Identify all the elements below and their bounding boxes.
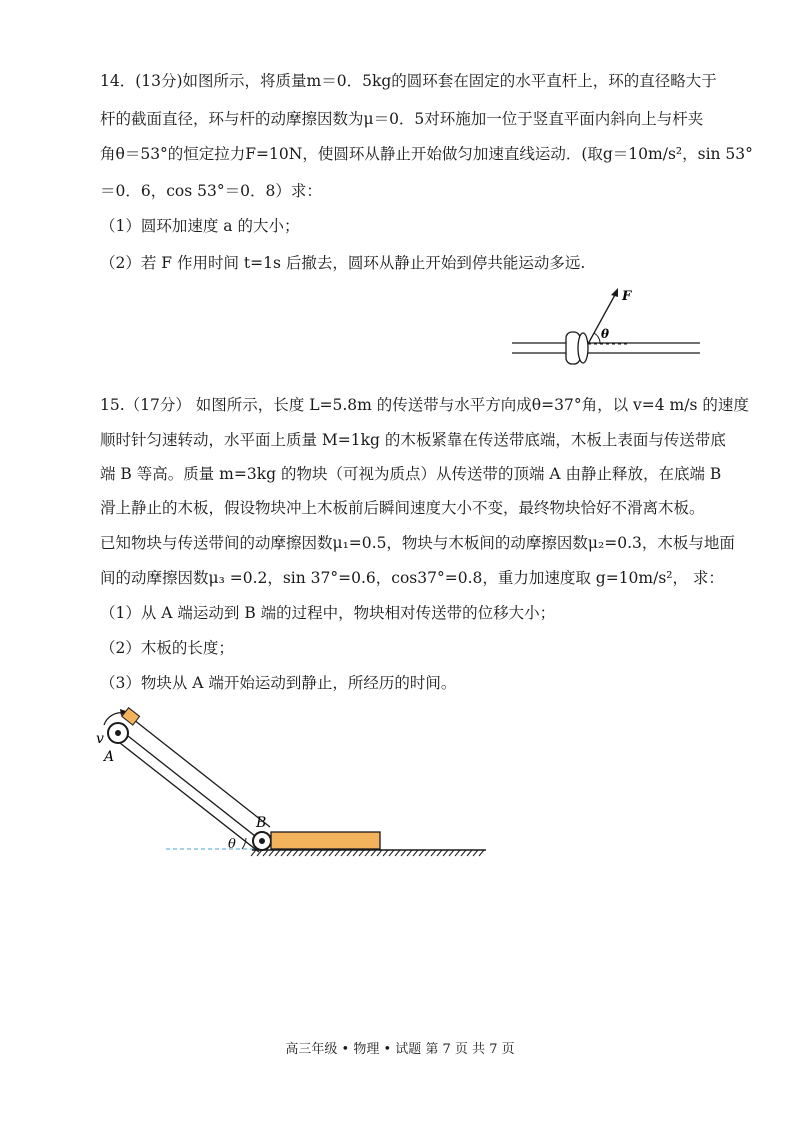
hatch-mark xyxy=(299,850,304,856)
q15-line-5: 已知物块与传送带间的动摩擦因数μ₁=0.5，物块与木板间的动摩擦因数μ₂=0.3，木板与地面 xyxy=(100,534,735,552)
hatch-mark xyxy=(395,850,400,856)
hatch-mark xyxy=(275,850,280,856)
hatch-mark xyxy=(323,850,328,856)
hatch-mark xyxy=(449,850,454,856)
hatch-mark xyxy=(371,850,376,856)
q14-subq-2: （2）若 F 作用时间 t=1s 后撤去，圆环从静止开始到停共能运动多远. xyxy=(100,254,586,272)
label-theta: θ xyxy=(228,837,236,852)
hatch-mark xyxy=(419,850,424,856)
hatch-mark xyxy=(443,850,448,856)
hatch-mark xyxy=(425,850,430,856)
hatch-mark xyxy=(293,850,298,856)
q15-subq-2: （2）木板的长度； xyxy=(100,639,234,657)
q15-figure xyxy=(90,705,500,870)
belt-bottom-run xyxy=(120,743,259,852)
hatch-mark xyxy=(413,850,418,856)
hatch-mark xyxy=(473,850,478,856)
hatch-mark xyxy=(263,850,268,856)
ring-face xyxy=(578,333,588,363)
plank xyxy=(271,832,380,849)
q15-subq-3: （3）物块从 A 端开始运动到静止，所经历的时间。 xyxy=(100,674,457,692)
q14-subq-1: （1）圆环加速度 a 的大小； xyxy=(100,217,300,235)
hatch-mark xyxy=(383,850,388,856)
hatch-mark xyxy=(455,850,460,856)
hatch-mark xyxy=(389,850,394,856)
hatch-mark xyxy=(437,850,442,856)
q14-line-4: ＝0．6，cos 53°＝0．8）求： xyxy=(100,182,322,200)
hatch-mark xyxy=(401,850,406,856)
q15-subq-1: （1）从 A 端运动到 B 端的过程中，物块相对传送带的位移大小； xyxy=(100,604,556,622)
hatch-mark xyxy=(347,850,352,856)
hatch-mark xyxy=(431,850,436,856)
hatch-mark xyxy=(479,850,484,856)
q14-line-2: 杆的截面直径，环与杆的动摩擦因数为μ＝0．5对环施加一位于竖直平面内斜向上与杆夹 xyxy=(100,110,704,128)
q14-line-1: 14．(13分)如图所示，将质量m＝0．5kg的圆环套在固定的水平直杆上，环的直径略大于 xyxy=(100,72,717,90)
hatch-mark xyxy=(329,850,334,856)
bottom-pulley-axle xyxy=(259,838,265,844)
label-b: B xyxy=(256,815,267,831)
force-label: F xyxy=(622,289,632,304)
top-pulley-axle xyxy=(115,730,121,736)
hatch-mark xyxy=(269,850,274,856)
hatch-mark xyxy=(287,850,292,856)
label-v: v xyxy=(96,731,104,747)
hatch-mark xyxy=(341,850,346,856)
hatch-mark xyxy=(353,850,358,856)
hatch-mark xyxy=(365,850,370,856)
belt-upper-edge xyxy=(114,725,255,836)
hatch-mark xyxy=(311,850,316,856)
hatch-mark xyxy=(281,850,286,856)
q15-line-3: 端 B 等高。质量 m=3kg 的物块（可视为质点）从传送带的顶端 A 由静止释放，在底端 B xyxy=(100,465,722,483)
q15-line-1: 15.（17分） 如图所示，长度 L=5.8m 的传送带与水平方向成θ=37°角，以 v=4 m/s 的速度 xyxy=(100,396,749,414)
q15-line-6: 间的动摩擦因数μ₃ =0.2，sin 37°=0.6，cos37°=0.8，重力加速度取 g=10m/s²， 求： xyxy=(100,569,724,587)
hatch-mark xyxy=(461,850,466,856)
q15-line-4: 滑上静止的木板，假设物块冲上木板前后瞬间速度大小不变，最终物块恰好不滑离木板。 xyxy=(100,499,705,517)
hatch-mark xyxy=(377,850,382,856)
hatch-mark xyxy=(317,850,322,856)
hatch-mark xyxy=(335,850,340,856)
page-footer: 高三年级 • 物理 • 试题 第 7 页 共 7 页 xyxy=(285,1042,515,1057)
hatch-mark xyxy=(305,850,310,856)
belt-lower-edge xyxy=(129,716,270,827)
q15-line-2: 顺时针匀速转动，水平面上质量 M=1kg 的木板紧靠在传送带底端，木板上表面与传送带底 xyxy=(100,431,726,449)
angle-label: θ xyxy=(601,327,610,341)
hatch-mark xyxy=(251,850,256,856)
hatch-mark xyxy=(407,850,412,856)
ground-hatching xyxy=(251,850,484,856)
q14-line-3: 角θ＝53°的恒定拉力F=10N，使圆环从静止开始做匀加速直线运动．(取g＝10m/s²，sin 53° xyxy=(100,145,753,163)
hatch-mark xyxy=(467,850,472,856)
label-a: A xyxy=(104,749,115,765)
hatch-mark xyxy=(359,850,364,856)
q14-figure xyxy=(508,278,704,376)
force-arrow-head xyxy=(611,288,618,297)
